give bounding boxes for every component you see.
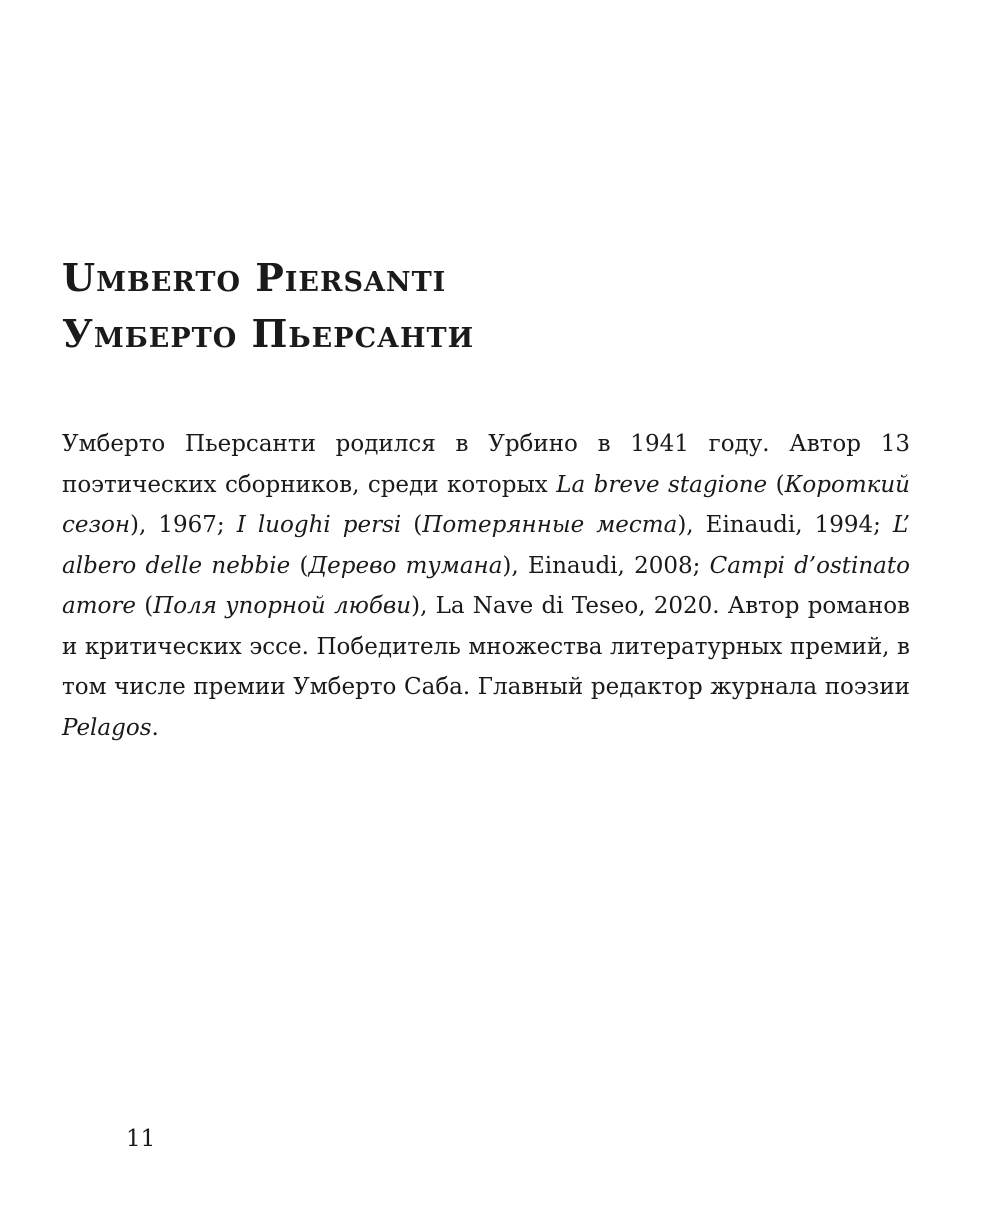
author-name-cyrillic: Умберто Пьерсанти xyxy=(62,311,475,356)
book-title-italian: L’ albero delle nebbie xyxy=(62,512,910,579)
book-title-russian: Поля упорной любви xyxy=(153,593,412,619)
journal-title: Pelagos xyxy=(62,714,152,741)
bio-text: ), Einaudi, 1994; xyxy=(677,512,893,538)
bio-text: ), Einaudi, 2008; xyxy=(502,552,710,579)
book-title-russian: Короткий сезон xyxy=(62,471,910,538)
page-number: 11 xyxy=(126,1126,156,1152)
bio-text: ( xyxy=(135,593,154,619)
bio-text: ), La Nave di Teseo, 2020. Автор романов и критических эссе. Победитель множества литературных премий, в том числе премии Умберто Саба. Главный редактор журнала поэзии xyxy=(62,593,910,700)
book-title-italian: La breve stagione xyxy=(556,471,768,498)
author-biography xyxy=(62,424,910,748)
author-name-heading xyxy=(62,250,474,362)
bio-text: ( xyxy=(290,552,309,579)
bio-text: . xyxy=(151,714,159,741)
bio-text: Умберто Пьерсанти родился в Урбино в 1941 году. Автор 13 поэтических сборников, среди которых xyxy=(62,431,910,498)
book-title-italian: Campi d’ostinato amore xyxy=(62,552,910,619)
bio-text: ( xyxy=(767,471,785,498)
book-title-russian: Потерянные места xyxy=(422,512,678,538)
bio-text: ), 1967; xyxy=(130,512,237,538)
bio-text: ( xyxy=(401,512,423,538)
book-title-italian: I luoghi persi xyxy=(236,512,402,538)
author-name-latin: Umberto Piersanti xyxy=(62,255,447,300)
book-title-russian: Дерево тумана xyxy=(308,552,503,579)
